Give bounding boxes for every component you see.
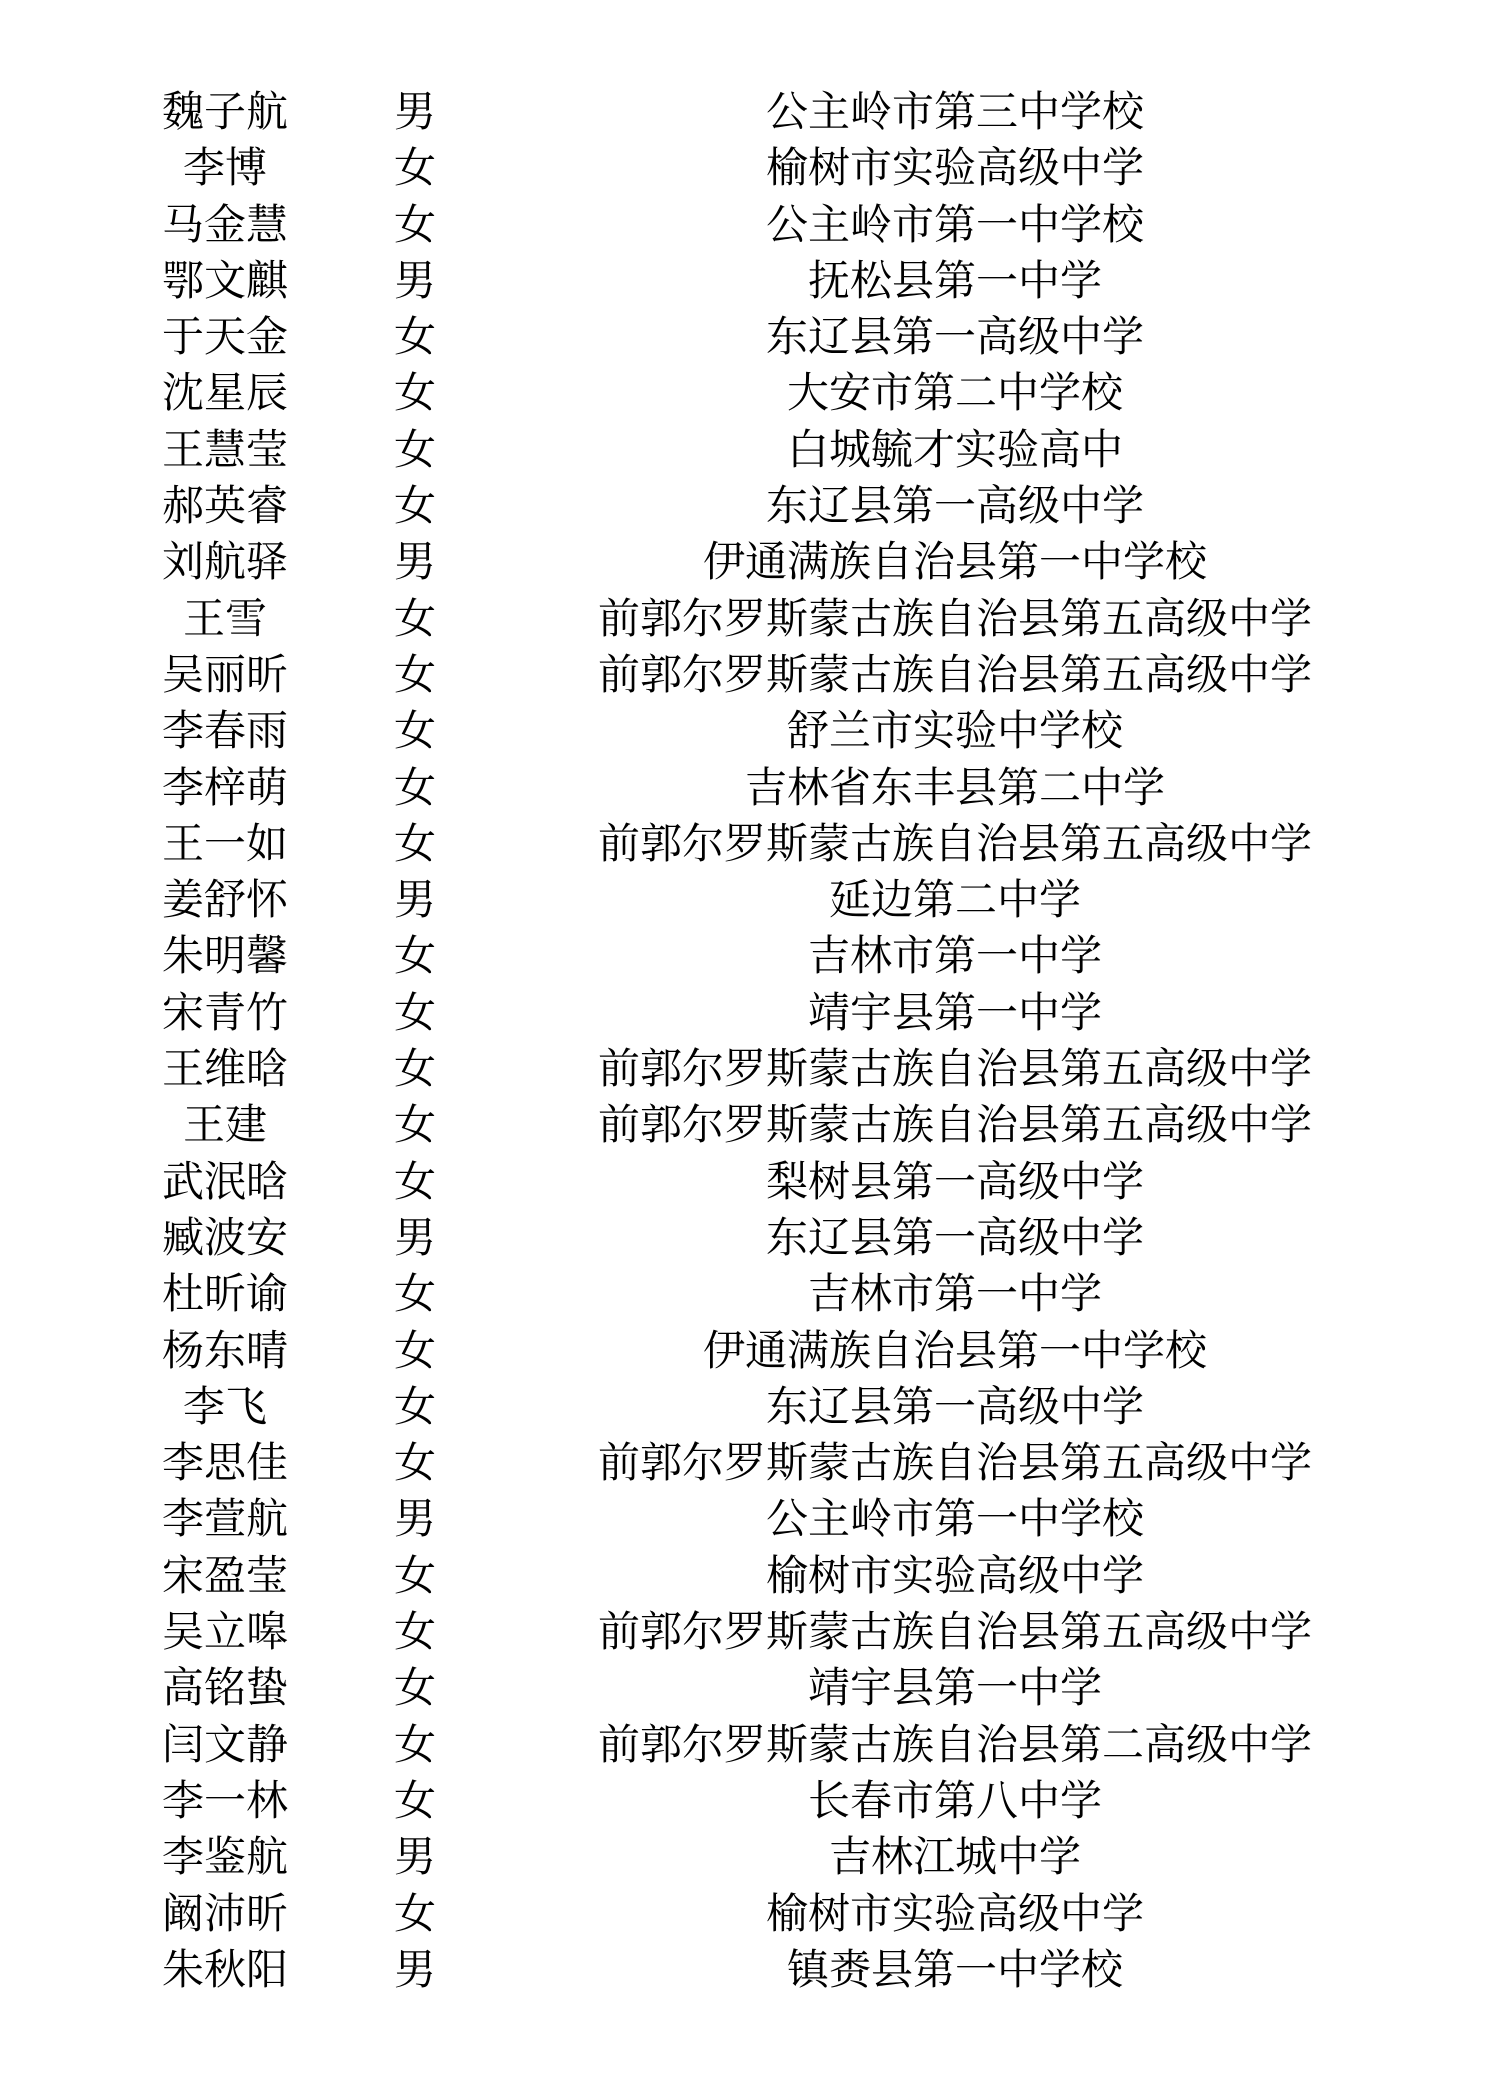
student-school: 前郭尔罗斯蒙古族自治县第五高级中学 <box>597 1438 1312 1488</box>
student-name: 朱明馨 <box>161 931 288 981</box>
list-item <box>0 1210 1496 1266</box>
list-item <box>0 365 1496 421</box>
student-gender: 女 <box>393 1607 436 1657</box>
list-item <box>0 985 1496 1041</box>
student-name: 马金慧 <box>161 199 288 249</box>
student-name: 王慧莹 <box>161 424 288 474</box>
student-gender: 女 <box>393 1438 436 1488</box>
student-name: 李梓萌 <box>161 762 288 812</box>
list-item <box>0 928 1496 984</box>
list-item <box>0 1660 1496 1716</box>
list-item <box>0 1942 1496 1998</box>
student-name: 杜昕谕 <box>161 1269 288 1319</box>
student-school: 前郭尔罗斯蒙古族自治县第五高级中学 <box>597 593 1312 643</box>
student-gender: 女 <box>393 312 436 362</box>
student-list <box>0 84 1496 1998</box>
list-item <box>0 1886 1496 1942</box>
list-item <box>0 1435 1496 1491</box>
student-school: 公主岭市第一中学校 <box>765 1494 1144 1544</box>
student-gender: 女 <box>393 199 436 249</box>
list-item <box>0 1154 1496 1210</box>
student-gender: 女 <box>393 987 436 1037</box>
student-school: 白城毓才实验高中 <box>786 424 1123 474</box>
student-gender: 女 <box>393 762 436 812</box>
student-school: 公主岭市第三中学校 <box>765 87 1144 136</box>
student-name: 李飞 <box>182 1381 267 1431</box>
student-name: 宋盈莹 <box>161 1550 288 1600</box>
student-gender: 男 <box>393 1832 436 1882</box>
student-name: 刘航驿 <box>161 537 288 587</box>
student-name: 宋青竹 <box>161 987 288 1037</box>
student-gender: 女 <box>393 649 436 699</box>
student-name: 臧波安 <box>161 1212 288 1262</box>
student-school: 吉林省东丰县第二中学 <box>744 762 1165 812</box>
student-name: 吴立嗥 <box>161 1607 288 1657</box>
list-item <box>0 253 1496 309</box>
student-name: 李一林 <box>161 1775 288 1825</box>
student-school: 榆树市实验高级中学 <box>765 1888 1144 1938</box>
student-gender: 女 <box>393 1719 436 1769</box>
student-gender: 女 <box>393 1663 436 1713</box>
list-item <box>0 872 1496 928</box>
student-gender: 女 <box>393 1381 436 1431</box>
student-school: 前郭尔罗斯蒙古族自治县第二高级中学 <box>597 1719 1312 1769</box>
student-school: 靖宇县第一中学 <box>807 987 1102 1037</box>
student-school: 东辽县第一高级中学 <box>765 481 1144 531</box>
student-name: 阚沛昕 <box>161 1888 288 1938</box>
list-item <box>0 1491 1496 1547</box>
student-name: 于天金 <box>161 312 288 362</box>
student-gender: 女 <box>393 1156 436 1206</box>
student-name: 王建 <box>182 1100 267 1150</box>
student-gender: 女 <box>393 1888 436 1938</box>
student-gender: 女 <box>393 1550 436 1600</box>
student-name: 吴丽昕 <box>161 649 288 699</box>
student-school: 长春市第八中学 <box>807 1775 1102 1825</box>
student-school: 前郭尔罗斯蒙古族自治县第五高级中学 <box>597 1100 1312 1150</box>
list-item <box>0 1041 1496 1097</box>
student-gender: 男 <box>393 1212 436 1262</box>
student-school: 抚松县第一中学 <box>807 255 1102 305</box>
student-school: 公主岭市第一中学校 <box>765 199 1144 249</box>
student-gender: 女 <box>393 1775 436 1825</box>
list-item <box>0 647 1496 703</box>
student-gender: 女 <box>393 368 436 418</box>
list-item <box>0 309 1496 365</box>
student-gender: 女 <box>393 1269 436 1319</box>
student-gender: 男 <box>393 1944 436 1994</box>
student-school: 东辽县第一高级中学 <box>765 312 1144 362</box>
student-gender: 男 <box>393 255 436 305</box>
list-item <box>0 197 1496 253</box>
student-school: 伊通满族自治县第一中学校 <box>702 1325 1207 1375</box>
student-name: 王维晗 <box>161 1044 288 1094</box>
student-gender: 男 <box>393 87 436 136</box>
student-name: 李萱航 <box>161 1494 288 1544</box>
student-name: 闫文静 <box>161 1719 288 1769</box>
student-name: 姜舒怀 <box>161 875 288 925</box>
student-gender: 男 <box>393 1494 436 1544</box>
list-item <box>0 84 1496 140</box>
student-gender: 男 <box>393 875 436 925</box>
student-name: 沈星辰 <box>161 368 288 418</box>
list-item <box>0 591 1496 647</box>
list-item <box>0 422 1496 478</box>
student-school: 前郭尔罗斯蒙古族自治县第五高级中学 <box>597 818 1312 868</box>
list-item <box>0 1379 1496 1435</box>
student-school: 前郭尔罗斯蒙古族自治县第五高级中学 <box>597 1044 1312 1094</box>
student-gender: 女 <box>393 1100 436 1150</box>
list-item <box>0 1717 1496 1773</box>
student-name: 王雪 <box>182 593 267 643</box>
student-name: 李鉴航 <box>161 1832 288 1882</box>
list-item <box>0 140 1496 196</box>
student-school: 舒兰市实验中学校 <box>786 706 1123 756</box>
student-school: 伊通满族自治县第一中学校 <box>702 537 1207 587</box>
student-school: 榆树市实验高级中学 <box>765 143 1144 193</box>
student-name: 郝英睿 <box>161 481 288 531</box>
list-item <box>0 760 1496 816</box>
list-item <box>0 478 1496 534</box>
student-school: 东辽县第一高级中学 <box>765 1212 1144 1262</box>
student-name: 魏子航 <box>161 87 288 136</box>
student-gender: 女 <box>393 593 436 643</box>
student-name: 鄂文麒 <box>161 255 288 305</box>
student-school: 前郭尔罗斯蒙古族自治县第五高级中学 <box>597 1607 1312 1657</box>
student-name: 李博 <box>182 143 267 193</box>
student-school: 东辽县第一高级中学 <box>765 1381 1144 1431</box>
student-gender: 女 <box>393 931 436 981</box>
student-name: 武泯晗 <box>161 1156 288 1206</box>
student-school: 吉林市第一中学 <box>807 931 1102 981</box>
list-item <box>0 1548 1496 1604</box>
list-item <box>0 703 1496 759</box>
student-name: 李春雨 <box>161 706 288 756</box>
list-item <box>0 1773 1496 1829</box>
student-school: 延边第二中学 <box>828 875 1081 925</box>
student-school: 梨树县第一高级中学 <box>765 1156 1144 1206</box>
student-gender: 女 <box>393 424 436 474</box>
student-school: 镇赉县第一中学校 <box>786 1944 1123 1994</box>
list-item <box>0 534 1496 590</box>
student-school: 大安市第二中学校 <box>786 368 1123 418</box>
student-school: 吉林江城中学 <box>828 1832 1081 1882</box>
student-gender: 女 <box>393 1325 436 1375</box>
student-name: 李思佳 <box>161 1438 288 1488</box>
list-item <box>0 816 1496 872</box>
student-school: 榆树市实验高级中学 <box>765 1550 1144 1600</box>
list-item <box>0 1829 1496 1885</box>
student-name: 王一如 <box>161 818 288 868</box>
student-gender: 女 <box>393 1044 436 1094</box>
student-name: 朱秋阳 <box>161 1944 288 1994</box>
student-school: 靖宇县第一中学 <box>807 1663 1102 1713</box>
student-gender: 女 <box>393 143 436 193</box>
student-school: 前郭尔罗斯蒙古族自治县第五高级中学 <box>597 649 1312 699</box>
student-gender: 女 <box>393 706 436 756</box>
student-name: 杨东晴 <box>161 1325 288 1375</box>
list-item <box>0 1266 1496 1322</box>
student-gender: 男 <box>393 537 436 587</box>
list-item <box>0 1604 1496 1660</box>
student-name: 高铭蛰 <box>161 1663 288 1713</box>
list-item <box>0 1323 1496 1379</box>
student-school: 吉林市第一中学 <box>807 1269 1102 1319</box>
list-item <box>0 1097 1496 1153</box>
student-gender: 女 <box>393 818 436 868</box>
student-gender: 女 <box>393 481 436 531</box>
